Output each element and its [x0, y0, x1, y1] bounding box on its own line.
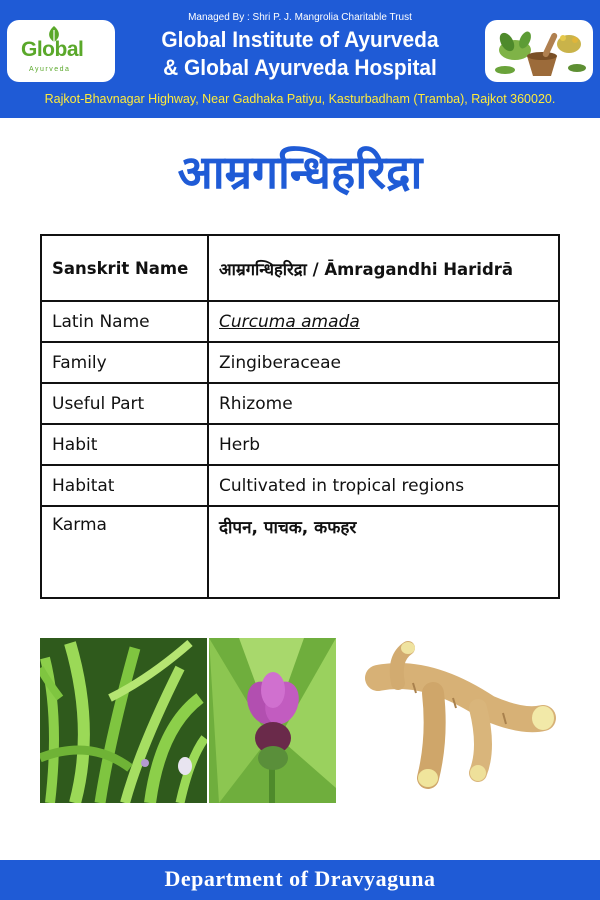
- row-value-karma: दीपन, पाचक, कफहर: [208, 506, 559, 598]
- table-row: [41, 235, 559, 301]
- table-row: [41, 465, 559, 506]
- table-row: [41, 383, 559, 424]
- row-value-latin-name: [208, 301, 559, 342]
- plant-flower-photo: [209, 638, 336, 803]
- table-row: [41, 506, 559, 598]
- herb-info-table: [40, 234, 560, 599]
- institute-name-line1: Global Institute of Ayurveda: [161, 27, 439, 52]
- herbal-mortar-image: [485, 20, 593, 82]
- institute-address: Rajkot-Bhavnagar Highway, Near Gadhaka Patiyu, Kasturbadham (Tramba), Rajkot 360020.: [44, 92, 556, 106]
- table-row: [41, 342, 559, 383]
- page-title: आम्रगन्धिहरिद्रा: [177, 145, 423, 199]
- plant-photo-strip: [40, 638, 560, 803]
- rhizome-photo: [338, 638, 560, 803]
- row-value-habit: Herb: [208, 424, 559, 465]
- header-banner: [0, 0, 600, 118]
- row-value-sanskrit-name: आम्रगन्धिहरिद्रा / Āmragandhi Haridrā: [208, 235, 559, 301]
- row-label-useful-part: Useful Part: [41, 383, 208, 424]
- row-label-karma: Karma: [41, 506, 208, 598]
- row-label-habitat: Habitat: [41, 465, 208, 506]
- managed-by-text: Managed By : Shri P. J. Mangrolia Charitable Trust: [188, 12, 412, 23]
- logo-subtext: Ayurveda: [29, 66, 71, 73]
- row-label-sanskrit-name: Sanskrit Name: [41, 235, 208, 301]
- logo-text: Global: [21, 38, 84, 61]
- table-row: [41, 424, 559, 465]
- row-value-useful-part: Rhizome: [208, 383, 559, 424]
- row-label-habit: Habit: [41, 424, 208, 465]
- footer-banner: [0, 860, 600, 900]
- institute-name-line2: & Global Ayurveda Hospital: [163, 55, 437, 80]
- department-name: Department of Dravyaguna: [164, 866, 436, 891]
- row-value-habitat: Cultivated in tropical regions: [208, 465, 559, 506]
- row-label-latin-name: Latin Name: [41, 301, 208, 342]
- latin-name-link[interactable]: Curcuma amada: [219, 311, 360, 332]
- row-value-family: Zingiberaceae: [208, 342, 559, 383]
- table-row: [41, 301, 559, 342]
- institute-logo: [7, 20, 115, 82]
- plant-leaves-photo: [40, 638, 207, 803]
- row-label-family: Family: [41, 342, 208, 383]
